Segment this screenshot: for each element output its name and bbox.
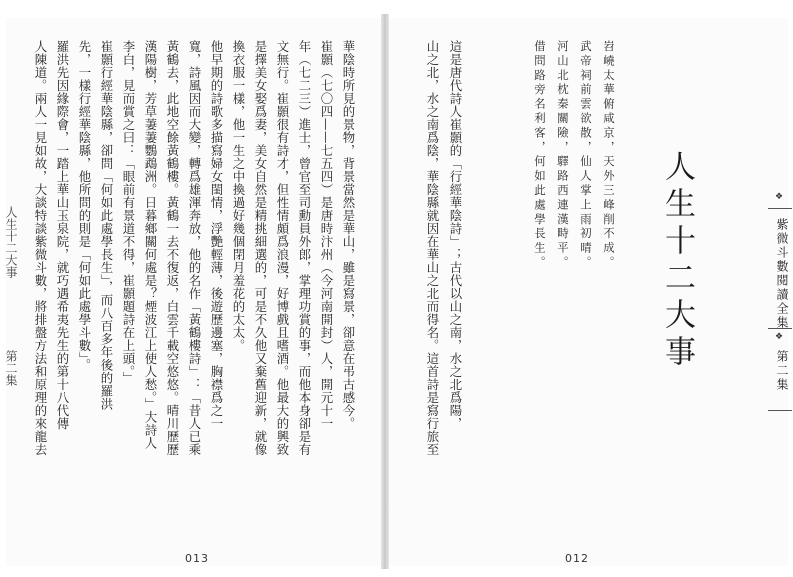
poem-line-1: 岧嶢太華俯咸京，天外三峰削不成。 <box>602 40 616 271</box>
sidebar-rule-bottom <box>768 410 792 411</box>
left-edge-volume: 第二集 <box>4 350 18 386</box>
sidebar-rule-mid <box>768 328 792 329</box>
left-page-number: 013 <box>185 552 209 565</box>
left-prose-line-1: 華陰時所見的景物，背景當然是華山，雖是寫景，卻意在弔古感今。 <box>341 40 356 430</box>
left-prose-line-2: 崔顥（七〇四——七五四）是唐時汴州（今河南開封）人，開元十一 <box>319 40 334 430</box>
right-prose-line-2: 山之北，水之南爲陰，華陰縣就因在華山之北而得名。這首詩是寫行旅至 <box>425 40 440 456</box>
left-prose-line-8: 寬，詩風因而大變，轉爲雄渾奔放，他的名作「黃鶴樓詩」：「昔人已乘 <box>187 40 202 456</box>
right-page-number: 012 <box>565 552 589 565</box>
left-prose-line-7: 他早期的詩歌多描寫婦女閨情，浮艷輕薄，後遊歷邊塞，胸襟爲之一 <box>209 40 224 430</box>
volume-label: 第二集 <box>775 350 789 392</box>
left-prose-line-3: 年（七二三）進士，曾官至司勳員外郎，掌理功賞的事，而他本身卻是有 <box>297 40 312 456</box>
left-prose-line-15: 人陳道。兩人一見如故，大談特談紫微斗數，將排盤方法和原理的來龍去 <box>33 40 48 456</box>
sidebar-ornament-mid: ❖ <box>775 332 784 342</box>
series-title: 紫微斗數閱讀全集 <box>775 218 789 330</box>
left-prose-line-12: 崔顥行經華陰縣，卻問「何如此處學長生」，而八百多年後的羅洪 <box>99 40 114 411</box>
right-prose-line-1: 這是唐代詩人崔顥的「行經華陰詩」；古代以山之南，水之北爲陽， <box>448 40 463 430</box>
left-prose-line-10: 漢陽樹，芳草萋萋鸚鵡洲。日暮鄉關何處是？煙波江上使人愁。」大詩人 <box>143 40 158 450</box>
sidebar-ornament-top: ❖ <box>775 192 784 202</box>
left-prose-line-5: 是擇美女娶爲妻，美女自然是精挑細選的，可是不久他又棄舊迎新，就像 <box>253 40 268 456</box>
left-edge-title: 人生十二大事 <box>4 206 18 278</box>
left-prose-line-14: 羅洪先因緣際會，一踏上華山玉泉院，就巧遇希夷先生的第十八代傳 <box>55 40 70 430</box>
poem-line-2: 武帝祠前雲欲散，仙人掌上雨初晴。 <box>579 40 593 271</box>
left-prose-line-4: 文無行。崔顥很有詩才，但性情頗爲浪漫，好博戲且嗜酒。他最大的興致 <box>275 40 290 456</box>
chapter-title: 人生十二大事 <box>659 150 695 372</box>
left-prose-line-13: 先，一樣行經華陰縣，他所問的則是「何如此處學斗數」。 <box>77 40 92 372</box>
left-edge-sidebar <box>0 200 22 440</box>
sidebar-rule-top <box>768 208 792 209</box>
left-prose-line-9: 黃鶴去，此地空餘黃鶴樓。黃鶴一去不復返，白雲千載空悠悠。晴川歷歷 <box>165 40 180 456</box>
book-gutter <box>381 14 389 569</box>
poem-line-4: 借問路旁名利客，何如此處學長生。 <box>533 40 547 271</box>
right-sidebar <box>768 192 792 440</box>
left-prose-line-11: 李白，見而賞之曰：「眼前有景道不得，崔顥題詩在上頭。」 <box>121 40 136 385</box>
left-prose-line-6: 換衣服一樣，他一生之中換過好幾個閉月羞花的太太。 <box>231 40 246 352</box>
poem-line-3: 河山北枕秦關險，驛路西連漢畤平。 <box>556 40 570 271</box>
